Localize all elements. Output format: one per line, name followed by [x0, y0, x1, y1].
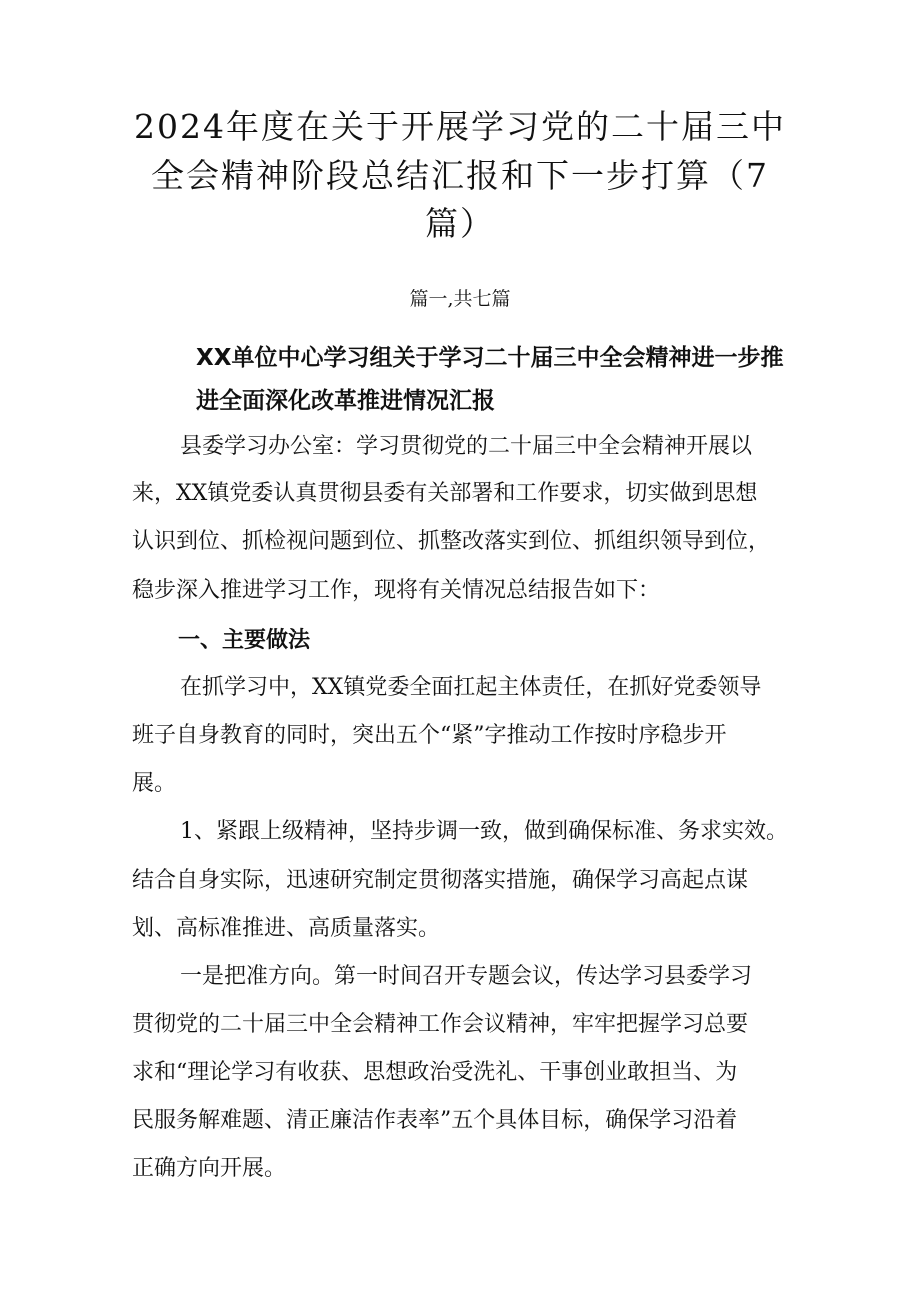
paragraph-2-line: 班子自身教育的同时，突出五个“紧”字推动工作按时序稳步开: [132, 723, 727, 748]
paragraph-4-line: 求和“理论学习有收获、思想政治受洗礼、干事创业敢担当、为: [132, 1060, 738, 1085]
paragraph-4-line: 贯彻党的二十届三中全会精神工作会议精神，牢牢把握学习总要: [132, 1012, 749, 1037]
paragraph-2-line: 在抓学习中，XX镇党委全面扛起主体责任，在抓好党委领导: [180, 675, 762, 700]
paragraph-1-line: 来，XX镇党委认真贯彻县委有关部署和工作要求，切实做到思想: [132, 481, 758, 506]
paragraph-1-line: 县委学习办公室：学习贯彻党的二十届三中全会精神开展以: [180, 434, 753, 459]
section-heading-main-practices: 一、主要做法: [178, 628, 311, 653]
subtitle-line-2: 进全面深化改革推进情况汇报: [196, 388, 495, 414]
paragraph-4-line: 一是把准方向。第一时间召开专题会议，传达学习县委学习: [180, 964, 753, 989]
paragraph-3-line: 结合自身实际，迅速研究制定贯彻落实措施，确保学习高起点谋: [132, 868, 749, 893]
paragraph-3-line: 1、紧跟上级精神，坚持步调一致，做到确保标准、务求实效。: [180, 819, 788, 844]
document-title-line-1: 2024年度在关于开展学习党的二十届三中: [134, 107, 786, 146]
document-title-line-2: 全会精神阶段总结汇报和下一步打算（7: [151, 156, 769, 195]
section-label: 篇一,共七篇: [409, 288, 511, 310]
paragraph-1-line: 稳步深入推进学习工作，现将有关情况总结报告如下：: [132, 578, 661, 603]
paragraph-1-line: 认识到位、抓检视问题到位、抓整改落实到位、抓组织领导到位，: [132, 529, 771, 554]
subtitle-line-1: XX单位中心学习组关于学习二十届三中全会精神进一步推: [196, 345, 784, 371]
paragraph-4-line: 正确方向开展。: [132, 1156, 287, 1181]
document-title-line-3: 篇）: [425, 204, 495, 243]
paragraph-4-line: 民服务解难题、清正廉洁作表率”五个具体目标，确保学习沿着: [132, 1108, 738, 1133]
paragraph-2-line: 展。: [132, 771, 177, 796]
paragraph-3-line: 划、高标准推进、高质量落实。: [132, 916, 441, 941]
